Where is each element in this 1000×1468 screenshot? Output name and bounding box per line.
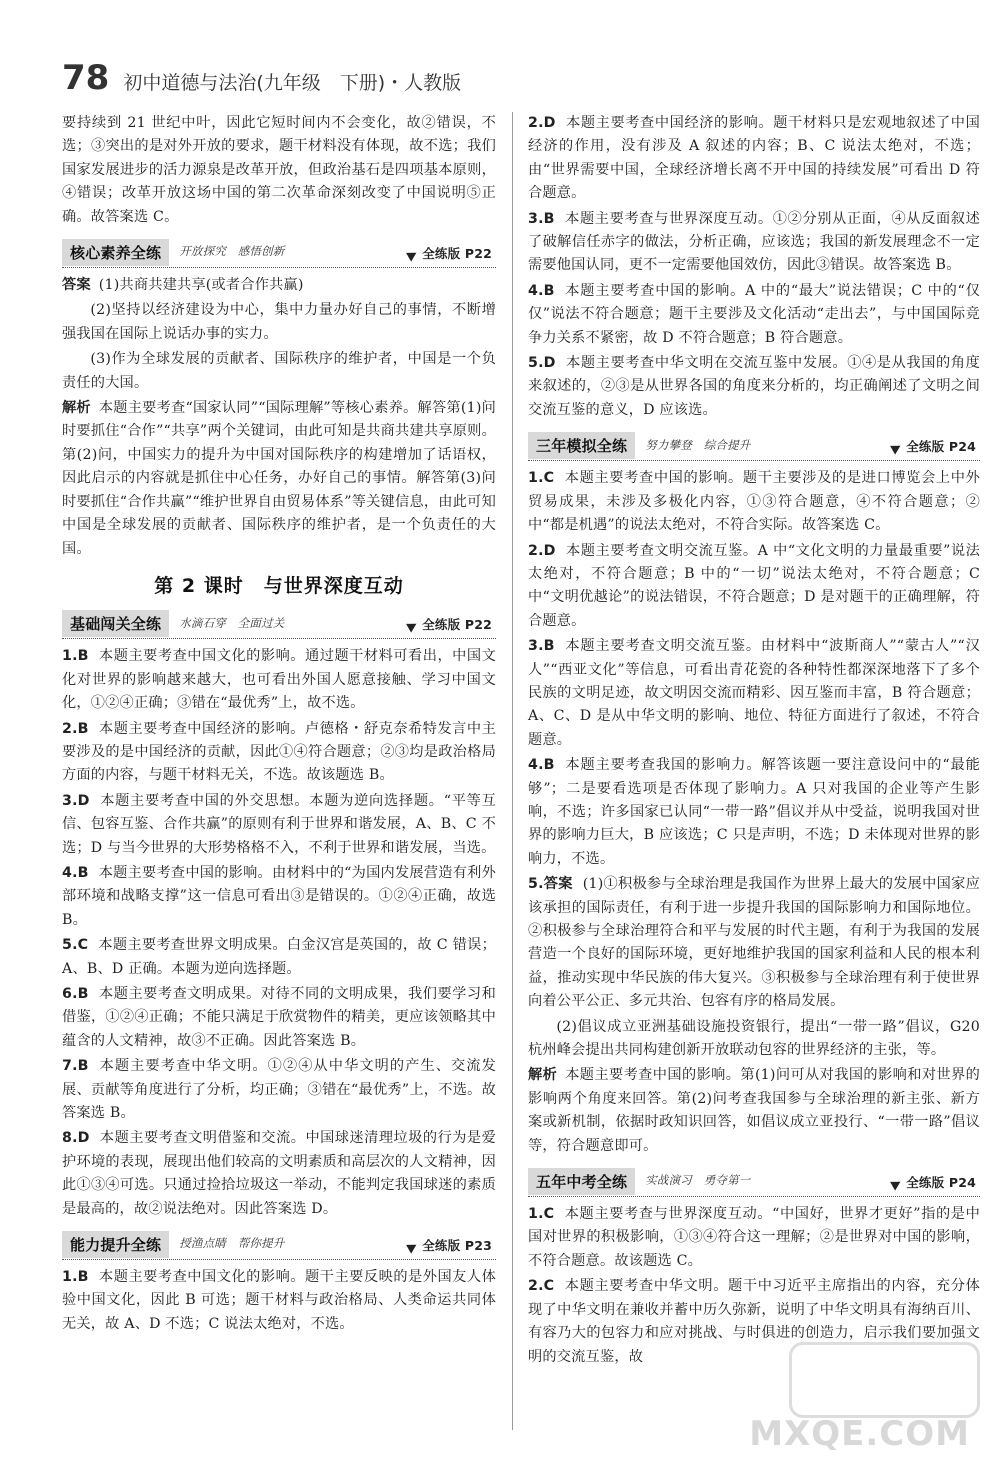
- item-number: 5.C: [62, 937, 89, 954]
- item-text: 本题主要考查我国的影响力。解答该题一要注意设问中的“最能够”；二是要看选项是否体现了影响力。A 只对我国的企业等产生影响，不选；许多国家已认同“一带一路”倡议并从中受益，说明我国对世界的影响力巨大，B 应该选；C 只是声明，不选；D 未体现对世界的影响力，不选。: [528, 757, 980, 867]
- list-item: [62, 645, 496, 715]
- list-item: [62, 1266, 496, 1336]
- book-title: 初中道德与法治(九年级 下册)・人教版: [123, 72, 462, 94]
- section-ref-text: 全练版 P22: [422, 246, 492, 262]
- list-item: [528, 280, 980, 350]
- section-subtitle: 努力攀登 综合提升: [645, 437, 751, 452]
- list-item: [62, 718, 496, 788]
- list-item: [528, 754, 980, 871]
- list-item: [62, 862, 496, 932]
- item-text: 本题主要考查中国的影响。题干主要涉及的是进口博览会上中外贸易成果，未涉及多极化内容，①③符合题意，④不符合题意；②中“都是机遇”的说法太绝对，不符合实际。故答案选 C。: [528, 470, 980, 534]
- item-number: 1.B: [62, 648, 89, 665]
- list-item: [62, 983, 496, 1053]
- section-ref-text: 全练版 P24: [906, 1175, 976, 1191]
- item-text: 本题主要考查中华文明。题干中习近平主席指出的内容，充分体现了中华文明在兼收并蓄中历久弥新，说明了中华文明具有海纳百川、有容乃大的包容力和应对挑战、与时俱进的创造力，启示我们要加强文明的交流互鉴，故: [528, 1278, 980, 1365]
- item-number: 5.答案: [528, 876, 573, 893]
- list-item: [528, 112, 980, 206]
- item-number: 2.D: [528, 115, 556, 131]
- analysis: [62, 397, 496, 561]
- item-number: 4.B: [528, 757, 555, 774]
- item-text: (1)①积极参与全球治理是我国作为世界上最大的发展中国家应该承担的国际责任，有利于进一步提升我国的国际影响力和国际地位。②积极参与全球治理符合和平与发展的时代主题，有利于为我国的发展营造一个良好的国际环境，更好地维护我国的国家利益和人民的根本利益，推动实现中华民族的伟大复兴。③积极参与全球治理有利于使世界向着公平公正、多元共治、包容有序的格局发展。: [528, 876, 981, 1010]
- item-number: 4.B: [528, 282, 555, 299]
- list-item: [62, 934, 496, 981]
- item-number: 1.B: [62, 1269, 89, 1286]
- item-text: 本题主要考查文明借鉴和交流。中国球迷清理垃圾的行为是爱护环境的表现，展现出他们较高的文明素质和高层次的人文精神，因此①③④可选。只通过捡拾垃圾这一举动，不能判定我国球迷的素质是最高的，故②说法绝对。因此答案选 D。: [62, 1130, 496, 1217]
- section-ref: [408, 1234, 492, 1257]
- section-ability: [62, 1229, 496, 1260]
- item-text: 本题主要考查中国文化的影响。题干主要反映的是外国友人体验中国文化，因此 B 可选；题干材料与政治格局、人类命运共同体无关，故 A、D 不选；C 说法太绝对，不选。: [62, 1269, 496, 1332]
- item-number: 7.B: [62, 1058, 89, 1075]
- item-text: 本题主要考查世界文明成果。白金汉宫是英国的，故 C 错误；A、B、D 正确。本题为逆向选择题。: [62, 937, 496, 977]
- watermark-text: MXQE.COM: [749, 1414, 970, 1454]
- item5-analysis: [528, 1064, 980, 1158]
- section-ref: [892, 435, 976, 458]
- section-badge: 能力提升全练: [62, 1231, 169, 1258]
- watermark-logo: [749, 1342, 980, 1454]
- item-number: 3.B: [528, 638, 555, 655]
- item-text: 本题主要考查中国文化的影响。通过题干材料可看出，中国文化对世界的影响越来越大，也可看出外国人愿意接触、学习中国文化，①②④正确；③错在“最优秀”上，故不选。: [62, 648, 496, 712]
- item-number: 1.C: [528, 1206, 555, 1223]
- item-text: 本题主要考查中国经济的影响。题干材料只是宏观地叙述了中国经济的作用，没有涉及 A 叙述的内容；B、C 说法太绝对，不选；由“世界需要中国，全球经济增长离不开中国的持续发展”可看出 D 符合题意。: [528, 115, 980, 202]
- list-item: [62, 790, 496, 860]
- list-item: [528, 635, 980, 752]
- answer-line-1: [62, 274, 496, 297]
- item-number: 3.D: [62, 792, 90, 809]
- answer-2: (2)坚持以经济建设为中心，集中力量办好自己的事情，不断增强我国在国际上说话办事的实力。: [62, 302, 496, 342]
- analysis-text: 本题主要考查“国家认同”“国际理解”等核心素养。解答第(1)问时要抓住“合作”“共享”两个关键词，由此可知是共商共建共享原则。第(2)问，中国实力的提升为中国对国际秩序的构建增加了话语权，因此启示的内容就是抓住中心任务，办好自己的事情。解答第(3)问时要抓住“合作共赢”“维护世界自由贸易体系”等关键信息，由此可知中国是全球发展的贡献者、国际秩序的维护者，是一个负责任的大国。: [62, 400, 496, 557]
- list-item: [528, 1203, 980, 1273]
- item-number: 6.B: [62, 986, 89, 1002]
- item-text: 本题主要考查中国的影响。A 中的“最大”说法错误；C 中的“仅仅”说法不符合题意；题干主要涉及文化活动“走出去”，与中国国际竞争力关系不紧密，故 D 不符合题意；B 符合题意。: [528, 282, 980, 346]
- item-number: 2.B: [62, 720, 89, 737]
- section-ref: [892, 1171, 976, 1194]
- lesson-title: 第 2 课时 与世界深度互动: [154, 574, 404, 597]
- item-text: 本题主要考查中华文明在交流互鉴中发展。①④是从我国的角度来叙述的，②③是从世界各国的角度来分析的，均正确阐述了文明之间交流互鉴的意义，D 应该选。: [528, 355, 980, 418]
- item-number: 8.D: [62, 1130, 90, 1147]
- section-ref: [408, 613, 492, 636]
- analysis-label: 解析: [62, 400, 91, 417]
- section-ref-text: 全练版 P22: [422, 617, 492, 633]
- page-header: [62, 58, 461, 102]
- item-text: 本题主要考查中华文明。①②④从中华文明的产生、交流发展、贡献等角度进行了分析，均正确；③错在“最优秀”上，不选。故答案选 B。: [62, 1058, 496, 1122]
- item5-answer-2: (2)倡议成立亚洲基础设施投资银行，提出“一带一路”倡议，G20 杭州峰会提出共同构建创新开放联动包容的世界经济的主张，等。: [528, 1018, 980, 1059]
- section-five-year: [528, 1166, 980, 1197]
- answer-3: (3)作为全球发展的贡献者、国际秩序的维护者，中国是一个负责任的大国。: [62, 351, 496, 391]
- paper-plane-icon: [406, 619, 419, 632]
- item-number: 3.B: [528, 210, 555, 227]
- item-text: 本题主要考查文明成果。对待不同的文明成果，我们要学习和借鉴，①②④正确；不能只满足于欣赏物件的精美，更应该领略其中蕴含的人文精神，故③不正确。因此答案选 B。: [62, 986, 496, 1049]
- section-subtitle: 水滴石穿 全面过关: [179, 615, 285, 630]
- section-ref: [408, 242, 492, 265]
- item-text: 本题主要考查与世界深度互动。“中国好，世界才更好”指的是中国对世界的积极影响，①③④符合这一理解；②是世界对中国的影响，不符合题意。故该题选 C。: [528, 1206, 980, 1269]
- section-basic: [62, 608, 496, 639]
- intro-paragraph: 要持续到 21 世纪中叶，因此它短时间内不会变化，故②错误，不选；③突出的是对外开放的要求，题干材料没有体现，故不选；我们国家发展进步的活力源泉是改革开放，但政治基石是四项基本原则，④错误；改革开放这场中国的第二次革命深刻改变了中国说明⑤正确。故答案选 C。: [62, 115, 496, 225]
- column-divider: [512, 112, 513, 1430]
- section-badge: 核心素养全练: [62, 239, 169, 266]
- section-core-literacy: [62, 237, 496, 268]
- item-number: 4.B: [62, 864, 89, 881]
- analysis-label: 解析: [528, 1067, 558, 1084]
- paper-plane-icon: [890, 441, 903, 454]
- paper-plane-icon: [406, 1240, 419, 1253]
- list-item-answer: [528, 873, 980, 1013]
- section-badge: 三年模拟全练: [528, 432, 635, 459]
- basic-items: [62, 645, 496, 1221]
- item-text: 本题主要考查与世界深度互动。①②分别从正面，④从反面叙述了破解信任赤字的做法，分析正确，应该选；我国的新发展理念不一定需要他国认同，更不一定需要他国效仿，因此③错误。故答案选 B。: [528, 210, 980, 274]
- item-text: 本题主要考查中国经济的影响。卢德格・舒克奈希特发言中主要涉及的是中国经济的贡献，因此①④符合题意；②③均是政治格局方面的内容，与题干材料无关，不选。故该题选 B。: [62, 720, 496, 784]
- section-subtitle: 实战演习 勇夺第一: [645, 1173, 751, 1188]
- right-column: [528, 112, 980, 1371]
- item-text: 本题主要考查文明交流互鉴。A 中“文化文明的力量最重要”说法太绝对，不符合题意；B 中的“一切”说法太绝对，不符合题意；C 中“文明优越论”的说法错误，不符合题意；D 是对题干的正确理解，符合题意。: [528, 542, 980, 629]
- list-item: [62, 1055, 496, 1125]
- item-number: 2.C: [528, 1278, 555, 1295]
- item-number: 2.D: [528, 542, 556, 559]
- section-three-year: [528, 430, 980, 461]
- page-number: 78: [62, 58, 110, 98]
- item-number: 1.C: [528, 470, 555, 487]
- item-text: 本题主要考查文明交流互鉴。由材料中“波斯商人”“蒙古人”“汉人”“西亚文化”等信息，可看出青花瓷的各种特性都深深地落下了多个民族的文明足迹，故文明因交流而精彩、因互鉴而丰富，B 符合题意；A、C、D 是从中华文明的影响、地位、特征方面进行了叙述，不符合题意。: [528, 638, 980, 748]
- list-item: [528, 467, 980, 537]
- watermark-frame: [789, 1342, 980, 1418]
- section-subtitle: 开放探究 感悟创新: [179, 244, 285, 259]
- item-text: 本题主要考查中国的影响。由材料中的“为国内发展营造有利外部环境和战略支撑”这一信息可看出③是错误的。①②④正确，故选 B。: [62, 864, 496, 928]
- analysis-text: 本题主要考查中国的影响。第(1)问可从对我国的影响和对世界的影响两个角度来回答。第(2)问考查我国参与全球治理的新主张、新方案或新机制，依据时政知识回答，如倡议成立亚投行、“一带一路”倡议等，符合题意即可。: [528, 1067, 980, 1154]
- left-column: [62, 112, 496, 1338]
- answer-1: (1)共商共建共享(或者合作共赢): [98, 277, 304, 294]
- section-ref-text: 全练版 P23: [422, 1238, 492, 1254]
- list-item: [528, 352, 980, 422]
- section-badge: 基础闯关全练: [62, 610, 169, 637]
- paper-plane-icon: [406, 248, 419, 261]
- list-item: [528, 208, 980, 278]
- section-badge: 五年中考全练: [528, 1168, 635, 1195]
- list-item: [62, 1127, 496, 1221]
- item-number: 5.D: [528, 355, 556, 372]
- paper-plane-icon: [890, 1177, 903, 1190]
- section-subtitle: 授渔点睛 帮你提升: [179, 1236, 285, 1251]
- section-ref-text: 全练版 P24: [906, 439, 976, 455]
- answer-label: 答案: [62, 277, 91, 294]
- list-item: [528, 540, 980, 634]
- item-text: 本题主要考查中国的外交思想。本题为逆向选择题。“平等互信、包容互鉴、合作共赢”的原则有利于世界和谐发展，A、B、C 不选；D 与当今世界的大形势格格不入，不利于世界和谐发展，当选。: [62, 792, 496, 856]
